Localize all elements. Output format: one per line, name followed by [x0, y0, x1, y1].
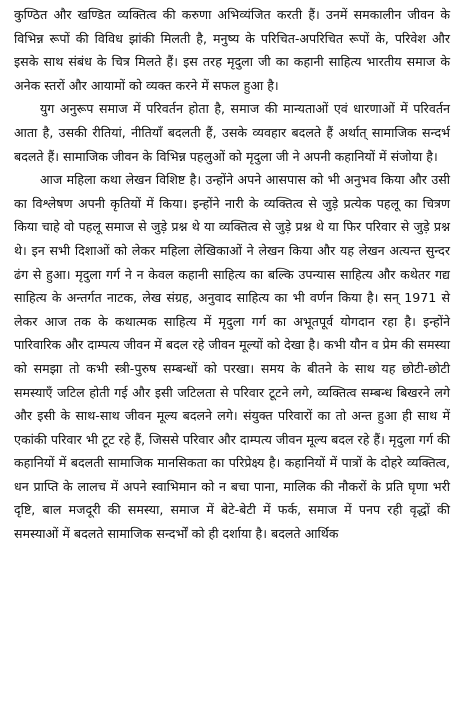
paragraph-2: युग अनुरूप समाज में परिवर्तन होता है, समाज की मान्यताओं एवं धारणाओं में परिवर्तन आता है, उसकी रीतियां, नीतियाँ बदलती हैं, उसके व्यवहार बदलते हैं अर्थात् सामाजिक सन्दर्भ बदलते हैं। सामाजिक जीवन के विभिन्न पहलुओं को मृदुला जी ने अपनी कहानियों में संजोया है।	[14, 101, 450, 164]
paragraph-3: आज महिला कथा लेखन विशिष्ट है। उन्होंने अपने आसपास को भी अनुभव किया और उसी का विश्लेषण अपनी कृतियों में किया। इन्होंने नारी के व्यक्तित्व से जुड़े प्रत्येक पहलू का चित्रण किया चाहे वो पहलू समाज से जुड़े प्रश्न थे या व्यक्तित्व से जुड़े प्रश्न थे या फिर परिवार से जुड़े प्रश्न थे। इन सभी दिशाओं को लेकर महिला लेखिकाओं ने लेखन किया और यह लेखन अत्यन्त सुन्दर ढंग से हुआ। मृदुला गर्ग ने न केवल कहानी साहित्य का बल्कि उपन्यास साहित्य और कथेतर गद्य साहित्य के अन्तर्गत नाटक, लेख संग्रह, अनुवाद साहित्य का भी वर्णन किया है। सन् 1971 से लेकर आज तक के कथात्मक साहित्य में मृदुला गर्ग का अभूतपूर्व योगदान रहा है। इन्होंने पारिवारिक और दाम्पत्य जीवन में बदल रहे जीवन मूल्यों को देखा है। कभी यौन व प्रेम की समस्या को समझा तो कभी स्त्री-पुरुष सम्बन्धों को परखा। समय के बीतने के साथ यह छोटी-छोटी समस्याएँ जटिल होती गई और इसी जटिलता से परिवार टूटने लगे, व्यक्तित्व सम्बन्ध बिखरने लगे और इसी के साथ-साथ जीवन मूल्य बदलने लगे। संयुक्त परिवारों का तो अन्त हुआ ही साथ में एकांकी परिवार भी टूट रहे हैं, जिससे परिवार और दाम्पत्य जीवन मूल्य बदल रहे हैं। मृदुला गर्ग की कहानियों में बदलती सामाजिक मानसिकता का परिप्रेक्ष्य है। कहानियों में पात्रों के दोहरे व्यक्तित्व, धन प्राप्ति के लालच में अपने स्वाभिमान को न बचा पाना, मालिक की नौकरों के प्रति घृणा भरी दृष्टि, बाल मजदूरी की समस्या, समाज में बेटे-बेटी में फर्क, समाज में पनप रही वृद्धों की समस्याओं में बदलते सामाजिक सन्दर्भों को ही दर्शाया है। बदलते आर्थिक	[14, 172, 451, 542]
paragraph-1: कुण्ठित और खण्डित व्यक्तित्व की करुणा अभिव्यंजित करती हैं। उनमें समकालीन जीवन के विभिन्न रूपों की विविध झांकी मिलती है, मनुष्य के परिचित-अपरिचित रूपों के, परिवेश और इसके साथ संबंध के चित्र मिलते हैं। इस तरह मृदुला जी का कहानी साहित्य भारतीय समाज के अनेक स्तरों और आयामों को व्यक्त करने में सफल हुआ है।	[14, 7, 450, 93]
